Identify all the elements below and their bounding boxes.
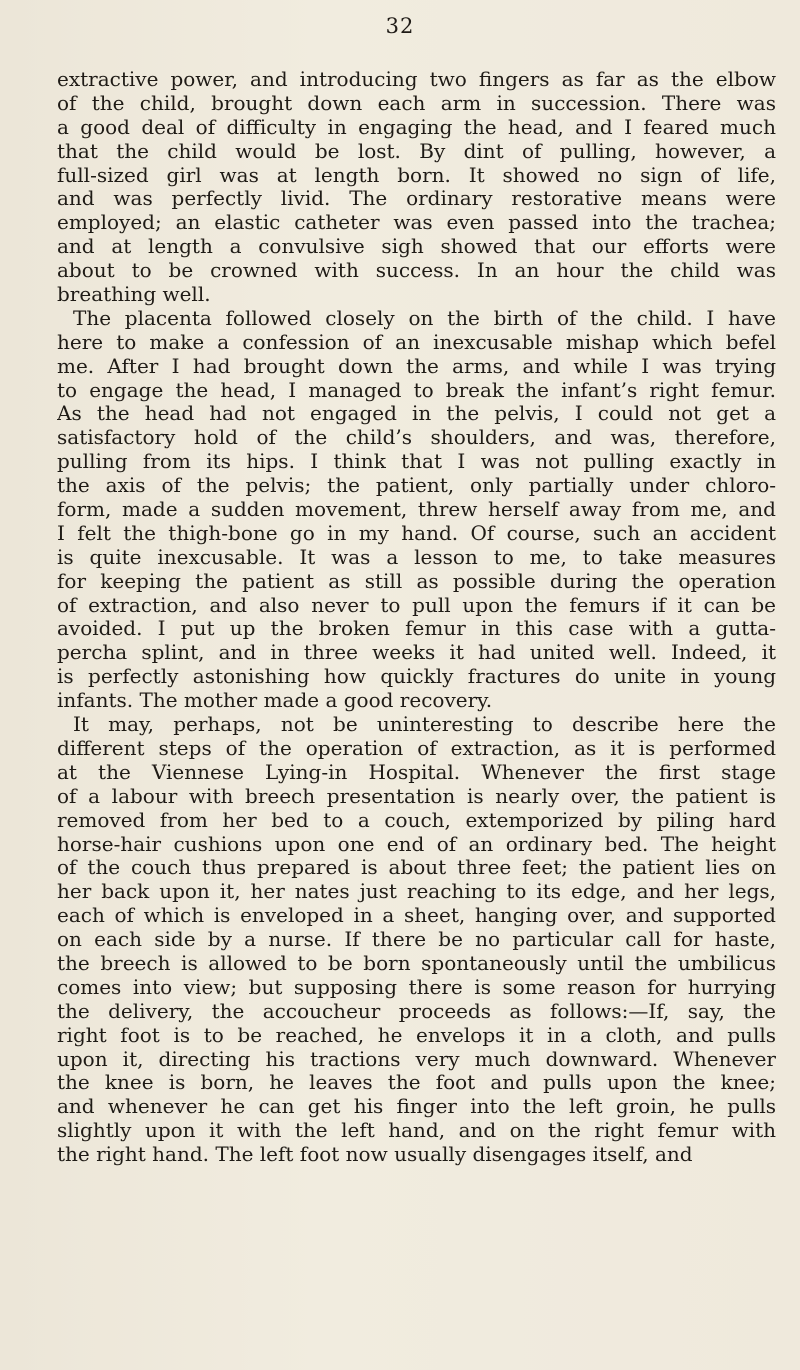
text-line: the right hand. The left foot now usually disengages itself, and — [57, 1143, 693, 1167]
text-line: full-sized girl was at length born. It showed no sign of life, — [57, 163, 776, 187]
text-line: and at length a convulsive sigh showed that our efforts were — [57, 235, 776, 259]
text-line: of the child, brought down each arm in succession. There was — [57, 91, 776, 115]
paragraph — [57, 68, 776, 307]
text-line: I felt the thigh-bone go in my hand. Of course, such an accident — [57, 521, 776, 545]
text-line: breathing well. — [57, 283, 211, 307]
text-line: form, made a sudden movement, threw herself away from me, and — [57, 498, 776, 522]
text-line: removed from her bed to a couch, extemporized by piling hard — [57, 808, 776, 832]
text-line: each of which is enveloped in a sheet, hanging over, and supported — [57, 904, 776, 928]
text-line: horse-hair cushions upon one end of an ordinary bed. The height — [57, 832, 776, 856]
text-line: comes into view; but supposing there is some reason for hurrying — [57, 975, 776, 999]
text-line: about to be crowned with success. In an hour the child was — [57, 259, 776, 283]
text-line: extractive power, and introducing two fingers as far as the elbow — [57, 68, 776, 91]
text-line: the breech is allowed to be born spontaneously until the umbilicus — [57, 951, 776, 975]
text-line: is quite inexcusable. It was a lesson to me, to take measures — [57, 545, 776, 569]
text-line: different steps of the operation of extraction, as it is performed — [57, 736, 776, 760]
text-line: avoided. I put up the broken femur in this case with a gutta- — [57, 617, 776, 641]
text-line: that the child would be lost. By dint of pulling, however, a — [57, 139, 776, 163]
text-line: and whenever he can get his finger into the left groin, he pulls — [57, 1095, 776, 1119]
body-text — [57, 68, 776, 1167]
text-line: the axis of the pelvis; the patient, only partially under chloro- — [57, 474, 776, 498]
text-line: the knee is born, he leaves the foot and pulls upon the knee; — [57, 1071, 776, 1095]
text-line: satisfactory hold of the child’s shoulders, and was, therefore, — [57, 426, 776, 450]
text-line: is perfectly astonishing how quickly fractures do unite in young — [57, 665, 776, 689]
text-line: As the head had not engaged in the pelvis, I could not get a — [57, 402, 776, 426]
text-line: on each side by a nurse. If there be no particular call for haste, — [57, 928, 776, 952]
text-line: right foot is to be reached, he envelops it in a cloth, and pulls — [57, 1023, 776, 1047]
text-line: her back upon it, her nates just reaching to its edge, and her legs, — [57, 880, 776, 904]
text-line: of extraction, and also never to pull upon the femurs if it can be — [57, 593, 776, 617]
text-line: percha splint, and in three weeks it had united well. Indeed, it — [57, 641, 776, 665]
text-line: the delivery, the accoucheur proceeds as follows:—If, say, the — [57, 999, 776, 1023]
text-line: me. After I had brought down the arms, and while I was trying — [57, 354, 776, 378]
text-line: and was perfectly livid. The ordinary restorative means were — [57, 187, 776, 211]
text-line: for keeping the patient as still as possible during the operation — [57, 569, 776, 593]
paragraph — [57, 713, 776, 1167]
text-line: to engage the head, I managed to break the infant’s right femur. — [57, 378, 776, 402]
page-number: 32 — [385, 14, 415, 38]
text-line: employed; an elastic catheter was even passed into the trachea; — [57, 211, 776, 235]
text-line: infants. The mother made a good recovery. — [57, 689, 493, 713]
text-line: of a labour with breech presentation is nearly over, the patient is — [57, 784, 776, 808]
text-line: here to make a confession of an inexcusable mishap which befel — [57, 330, 776, 354]
text-line: The placenta followed closely on the birth of the child. I have — [73, 306, 776, 330]
text-line: slightly upon it with the left hand, and on the right femur with — [57, 1119, 776, 1143]
text-line: a good deal of difficulty in engaging the head, and I feared much — [57, 115, 776, 139]
paragraph — [57, 307, 776, 713]
text-line: upon it, directing his tractions very much downward. Whenever — [57, 1047, 776, 1071]
text-line: at the Viennese Lying-in Hospital. Whenever the first stage — [57, 760, 776, 784]
text-line: pulling from its hips. I think that I was not pulling exactly in — [57, 450, 776, 474]
text-line: It may, perhaps, not be uninteresting to describe here the — [73, 713, 776, 737]
text-line: of the couch thus prepared is about three feet; the patient lies on — [57, 856, 776, 880]
